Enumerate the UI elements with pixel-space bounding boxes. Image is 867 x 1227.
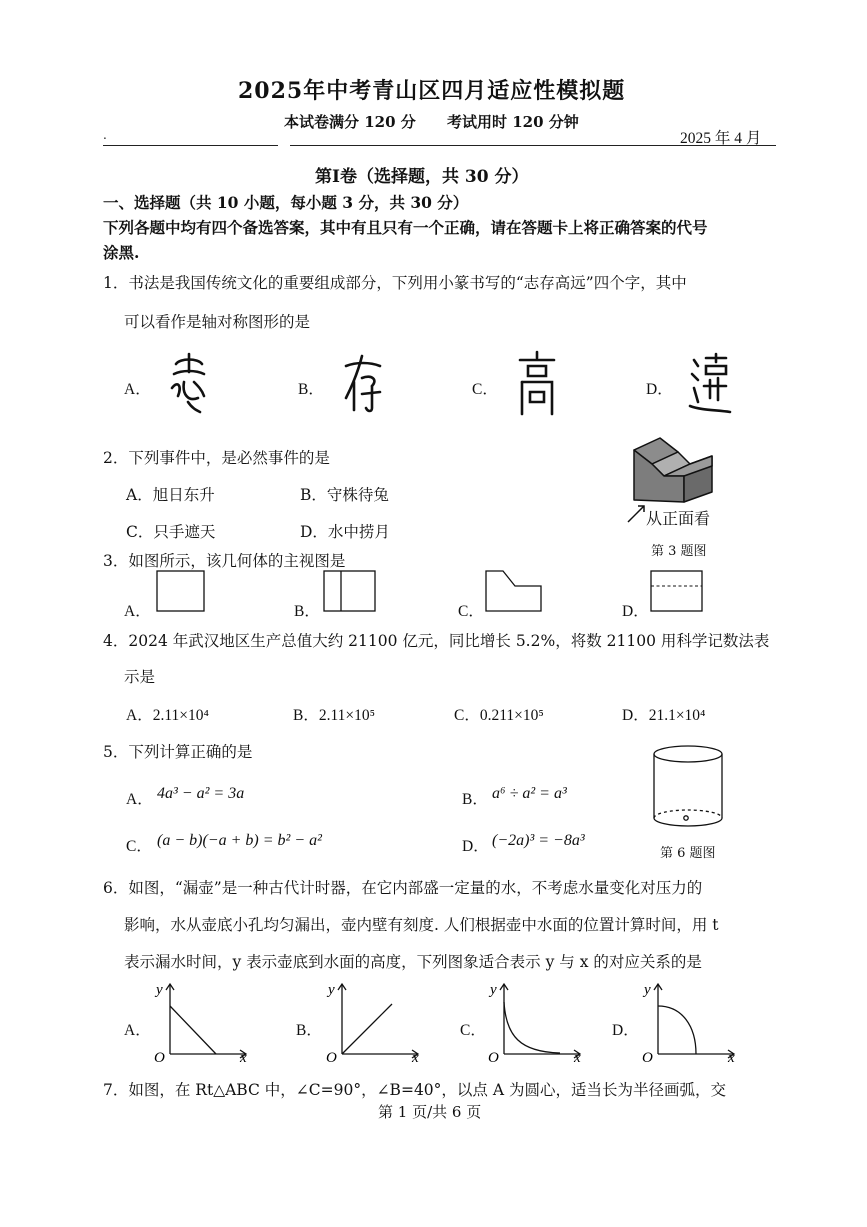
q2-option-c: C．只手遮天 — [126, 523, 216, 541]
subtitle-score: 本试卷满分 120 分 — [284, 113, 416, 131]
q5-stem: 5．下列计算正确的是 — [103, 743, 253, 761]
q1-option-d-label: D． — [646, 381, 673, 398]
q2-option-d: D．水中捞月 — [300, 523, 390, 541]
q1-seal-char-zhi — [168, 352, 210, 414]
q3-option-a-figure — [156, 570, 206, 614]
q6-graph-a-origin-label: O — [154, 1050, 165, 1066]
q6-graph-d-origin-label: O — [642, 1050, 653, 1066]
q6-graph-b-origin-label: O — [326, 1050, 337, 1066]
q6-fig-caption: 第 6 题图 — [660, 846, 716, 861]
q3-option-c-figure — [485, 570, 543, 614]
subtitle-time: 考试用时 120 分钟 — [447, 113, 579, 131]
q6-graph-b — [322, 980, 422, 1066]
q1-seal-char-yuan — [688, 352, 732, 414]
q1-stem-line2: 可以看作是轴对称图形的是 — [124, 313, 311, 331]
section-instruction-2: 涂黑. — [103, 243, 140, 262]
q7-stem-line1: 7．如图，在 Rt△ABC 中，∠C=90°，∠B=40°，以点 A 为圆心，适当长为半径画弧，交 — [103, 1081, 726, 1099]
q6-graph-d-x-label: x — [728, 1050, 735, 1066]
q3-option-a-label: A． — [124, 603, 151, 620]
q3-option-b-label: B． — [294, 603, 320, 620]
q1-seal-char-cun — [342, 352, 384, 414]
q4-stem-line1: 4．2024 年武汉地区生产总值大约 21100 亿元，同比增长 5.2%，将数 21100 用科学记数法表 — [103, 632, 770, 650]
section-instruction-1: 下列各题中均有四个备选答案，其中有且只有一个正确，请在答题卡上将正确答案的代号 — [103, 218, 708, 237]
q3-option-d-label: D． — [622, 603, 649, 620]
section-heading: 一、选择题（共 10 小题，每小题 3 分，共 30 分） — [103, 193, 469, 212]
q1-stem-line1: 1．书法是我国传统文化的重要组成部分，下列用小篆书写的“志存高远”四个字，其中 — [103, 274, 687, 292]
header-rule-left — [103, 145, 278, 146]
q4-option-d: D．21.1×10⁴ — [622, 707, 706, 724]
page-number: 第 1 页/共 6 页 — [378, 1103, 482, 1121]
q6-graph-a — [150, 980, 250, 1066]
q3-option-d-figure — [650, 570, 704, 614]
q6-graph-a-x-label: x — [240, 1050, 247, 1066]
q6-option-d-label: D． — [612, 1022, 639, 1039]
q6-graph-d-y-label: y — [644, 982, 651, 998]
q4-stem-line2: 示是 — [124, 668, 156, 686]
q3-option-b-figure — [323, 570, 377, 614]
q5-option-a-expr: 4a³ − a² = 3a — [157, 785, 245, 802]
q5-option-d-label: D． — [462, 838, 489, 855]
q1-option-a-label: A． — [124, 381, 151, 398]
q6-graph-c-y-label: y — [490, 982, 497, 998]
q5-option-c-expr: (a − b)(−a + b) = b² − a² — [157, 832, 322, 849]
q5-option-c-label: C． — [126, 838, 152, 855]
q6-graph-b-x-label: x — [412, 1050, 419, 1066]
q4-option-a: A．2.11×10⁴ — [126, 707, 209, 724]
q6-option-b-label: B． — [296, 1022, 322, 1039]
q3-fig-label: 从正面看 — [646, 509, 711, 528]
q1-option-b-label: B． — [298, 381, 324, 398]
q5-option-d-expr: (−2a)³ = −8a³ — [492, 832, 585, 849]
q3-stem: 3．如图所示，该几何体的主视图是 — [103, 552, 346, 570]
q3-option-c-label: C． — [458, 603, 484, 620]
q1-option-c-label: C． — [472, 381, 498, 398]
q6-stem-line2: 影响，水从壶底小孔均匀漏出，壶内壁有刻度. 人们根据壶中水面的位置计算时间，用 t — [124, 916, 719, 934]
q6-graph-a-y-label: y — [156, 982, 163, 998]
q5-option-b-label: B． — [462, 791, 488, 808]
q5-option-a-label: A． — [126, 791, 153, 808]
header-left-dot: . — [103, 128, 107, 142]
q1-seal-char-gao — [516, 350, 558, 416]
q2-stem: 2．下列事件中，是必然事件的是 — [103, 449, 330, 467]
page-title: 2025年中考青山区四月适应性模拟题 — [238, 78, 626, 104]
q6-option-c-label: C． — [460, 1022, 486, 1039]
q6-graph-c-x-label: x — [574, 1050, 581, 1066]
q6-graph-c-origin-label: O — [488, 1050, 499, 1066]
q6-graph-b-y-label: y — [328, 982, 335, 998]
q6-stem-line1: 6．如图，“漏壶”是一种古代计时器，在它内部盛一定量的水，不考虑水量变化对压力的 — [103, 879, 703, 897]
q2-option-b: B．守株待兔 — [300, 486, 389, 504]
q4-option-c: C．0.211×10⁵ — [454, 707, 544, 724]
q5-option-b-expr: a⁶ ÷ a² = a³ — [492, 785, 567, 802]
header-date: 2025 年 4 月 — [680, 130, 762, 147]
q6-option-a-label: A． — [124, 1022, 151, 1039]
q6-graph-d — [638, 980, 738, 1066]
q6-cylinder-figure — [650, 744, 726, 834]
q2-option-a: A．旭日东升 — [126, 486, 215, 504]
q3-fig-caption: 第 3 题图 — [651, 544, 707, 559]
q6-stem-line3: 表示漏水时间，y 表示壶底到水面的高度，下列图象适合表示 y 与 x 的对应关系的是 — [124, 953, 702, 971]
section-title: 第Ⅰ卷（选择题，共 30 分） — [315, 167, 529, 187]
q4-option-b: B．2.11×10⁵ — [293, 707, 376, 724]
q6-graph-c — [484, 980, 584, 1066]
